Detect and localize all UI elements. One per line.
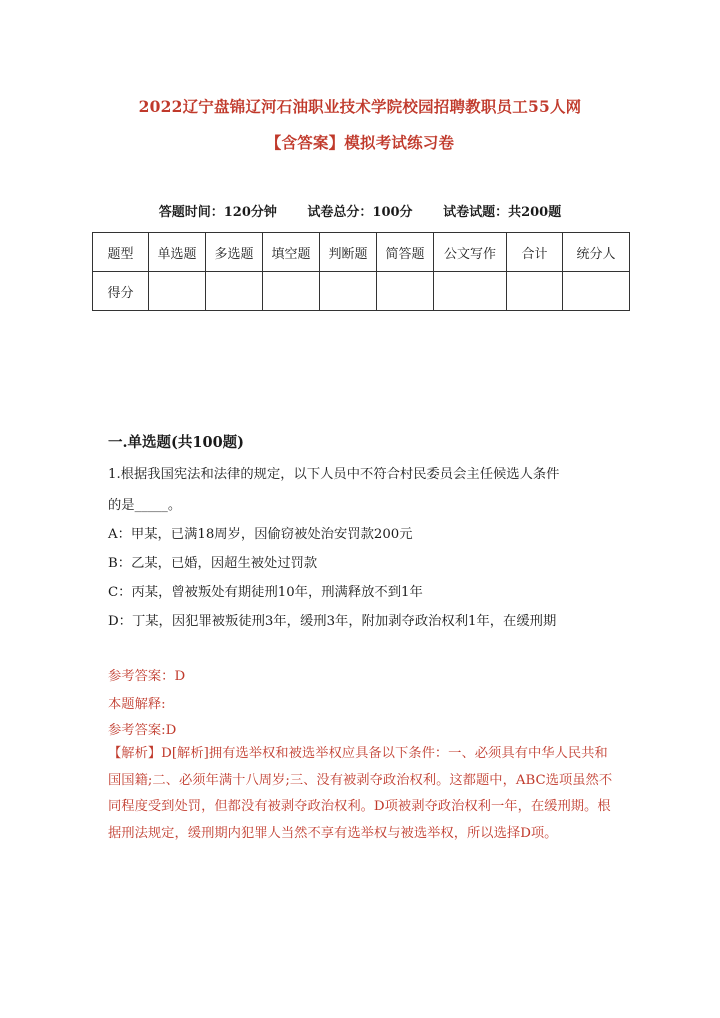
header-cell: 填空题	[263, 233, 320, 272]
score-table	[92, 232, 630, 311]
reference-answer-2: 参考答案:D	[108, 723, 177, 738]
option-a: A：甲某，已满18周岁，因偷窃被处治安罚款200元	[108, 527, 413, 542]
score-cell	[563, 272, 630, 311]
score-cell	[377, 272, 434, 311]
reference-answer: 参考答案：D	[108, 669, 186, 684]
option-c: C：丙某，曾被叛处有期徒刑10年，刑满释放不到1年	[108, 585, 423, 600]
section-title: 一.单选题(共100题)	[108, 434, 245, 451]
score-cell	[434, 272, 507, 311]
header-cell: 合计	[507, 233, 563, 272]
header-cell: 单选题	[149, 233, 206, 272]
score-cell	[320, 272, 377, 311]
option-b: B：乙某，已婚，因超生被处过罚款	[108, 556, 318, 571]
explanation-label: 本题解释:	[108, 697, 166, 712]
score-table-header-row	[93, 233, 630, 272]
exam-total-score: 试卷总分：100分	[307, 205, 413, 220]
header-cell: 公文写作	[434, 233, 507, 272]
exam-time: 答题时间：120分钟	[158, 205, 277, 220]
score-table-score-row	[93, 272, 630, 311]
doc-title-line1: 2022辽宁盘锦辽河石油职业技术学院校园招聘教职员工55人网	[138, 97, 582, 116]
score-cell	[507, 272, 563, 311]
score-cell	[263, 272, 320, 311]
analysis-paragraph: 【解析】D[解析]拥有选举权和被选举权应具备以下条件：一、必须具有中华人民共和国国籍;二、必须年满十八周岁;三、没有被剥夺政治权利。这都题中，ABC选项虽然不同程度受到处罚，但都没有被剥夺政治权利。D项被剥夺政治权利一年，在缓刑期。根据刑法规定，缓刑期内犯罪人当然不享有选举权与被选举权，所以选择D项。	[108, 746, 613, 841]
header-cell: 判断题	[320, 233, 377, 272]
question-stem-line2: 的是_____。	[108, 498, 182, 513]
doc-title-line2: 【含答案】模拟考试练习卷	[265, 133, 455, 152]
header-cell: 多选题	[206, 233, 263, 272]
exam-meta	[0, 201, 720, 220]
header-cell: 题型	[93, 233, 149, 272]
row-label-cell: 得分	[93, 272, 149, 311]
header-cell: 简答题	[377, 233, 434, 272]
question-stem-line1: 1.根据我国宪法和法律的规定，以下人员中不符合村民委员会主任候选人条件	[108, 467, 560, 482]
score-cell	[149, 272, 206, 311]
score-cell	[206, 272, 263, 311]
option-d: D：丁某，因犯罪被叛徒刑3年，缓刑3年，附加剥夺政治权利1年，在缓刑期	[108, 614, 557, 629]
header-cell: 统分人	[563, 233, 630, 272]
exam-question-count: 试卷试题：共200题	[443, 205, 562, 220]
